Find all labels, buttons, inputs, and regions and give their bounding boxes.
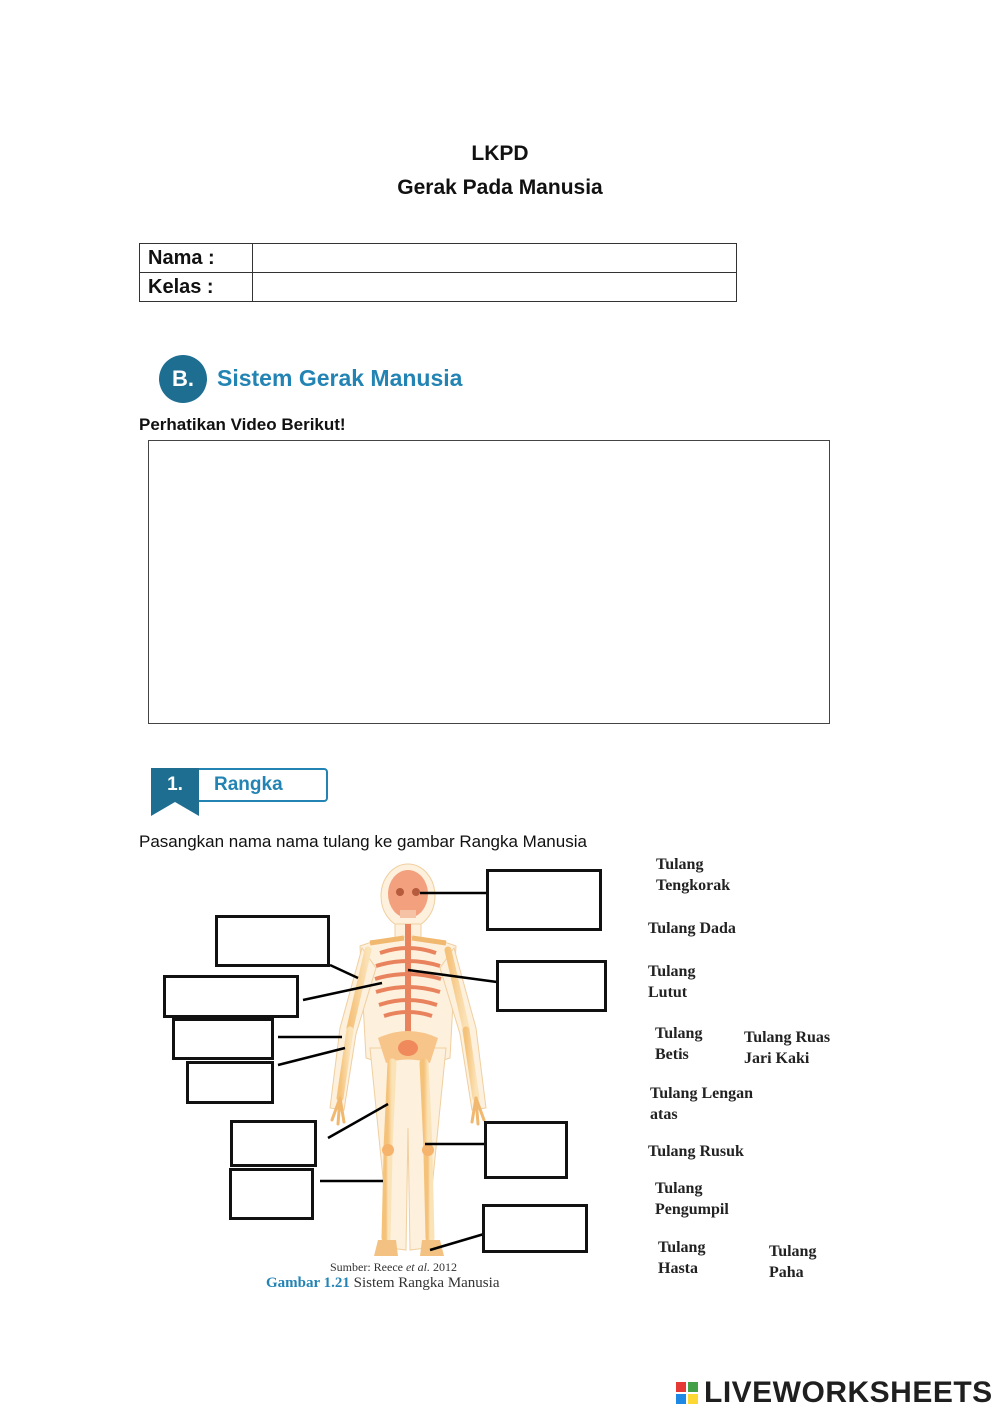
section-b-title: Sistem Gerak Manusia [217,365,463,391]
bone-label-hasta[interactable]: Tulang Hasta [658,1239,706,1277]
logo-square [688,1382,698,1392]
answer-box[interactable] [486,869,602,931]
figure-caption: Gambar 1.21 Sistem Rangka Manusia [266,1275,500,1291]
name-label: Nama : [140,244,253,273]
answer-box[interactable] [484,1121,568,1179]
section-b-badge: B. [159,355,207,403]
page-title: LKPD [471,142,529,165]
class-row [140,273,737,302]
identity-table [139,243,737,302]
bone-label-dada[interactable]: Tulang Dada [648,920,736,937]
bone-label-lengan-atas[interactable]: Tulang Lengan atas [650,1085,754,1123]
bone-label-ruas-jari-kaki[interactable]: Tulang Ruas Jari Kaki [744,1029,831,1067]
class-label: Kelas : [140,273,253,302]
pelvis [378,1031,438,1063]
skull [388,870,428,918]
class-field[interactable] [253,273,737,302]
answer-box[interactable] [186,1061,274,1104]
section-1-number: 1. [151,768,199,802]
figure-source: Sumber: Reece et al. 2012 [330,1260,457,1274]
section-1-title: Rangka [214,774,283,795]
bone-label-tengkorak[interactable]: Tulang Tengkorak [656,856,731,894]
logo-square [676,1382,686,1392]
bone-label-pengumpil[interactable]: Tulang Pengumpil [655,1180,729,1218]
bone-label-lutut[interactable]: Tulang Lutut [648,963,696,1001]
answer-box[interactable] [215,915,330,967]
answer-box[interactable] [172,1018,274,1060]
answer-box[interactable] [496,960,607,1012]
logo-text: LIVEWORKSHEETS [704,1376,993,1409]
video-instruction: Perhatikan Video Berikut! [139,415,346,434]
name-row [140,244,737,273]
bone-label-rusuk[interactable]: Tulang Rusuk [648,1143,744,1160]
answer-box[interactable] [163,975,299,1018]
bone-label-paha[interactable]: Tulang Paha [769,1243,817,1281]
bone-label-betis[interactable]: Tulang Betis [655,1025,703,1063]
logo-icon [676,1382,698,1404]
matching-instruction: Pasangkan nama nama tulang ke gambar Rangka Manusia [139,832,587,851]
video-frame[interactable] [148,440,830,724]
logo-square [676,1394,686,1404]
logo-square [688,1394,698,1404]
name-field[interactable] [253,244,737,273]
answer-box[interactable] [229,1168,314,1220]
answer-box[interactable] [482,1204,588,1253]
section-1-flag [151,802,199,816]
feet [374,1240,444,1256]
page-subtitle: Gerak Pada Manusia [397,176,603,199]
liveworksheets-logo [676,1376,993,1410]
answer-box[interactable] [230,1120,317,1167]
